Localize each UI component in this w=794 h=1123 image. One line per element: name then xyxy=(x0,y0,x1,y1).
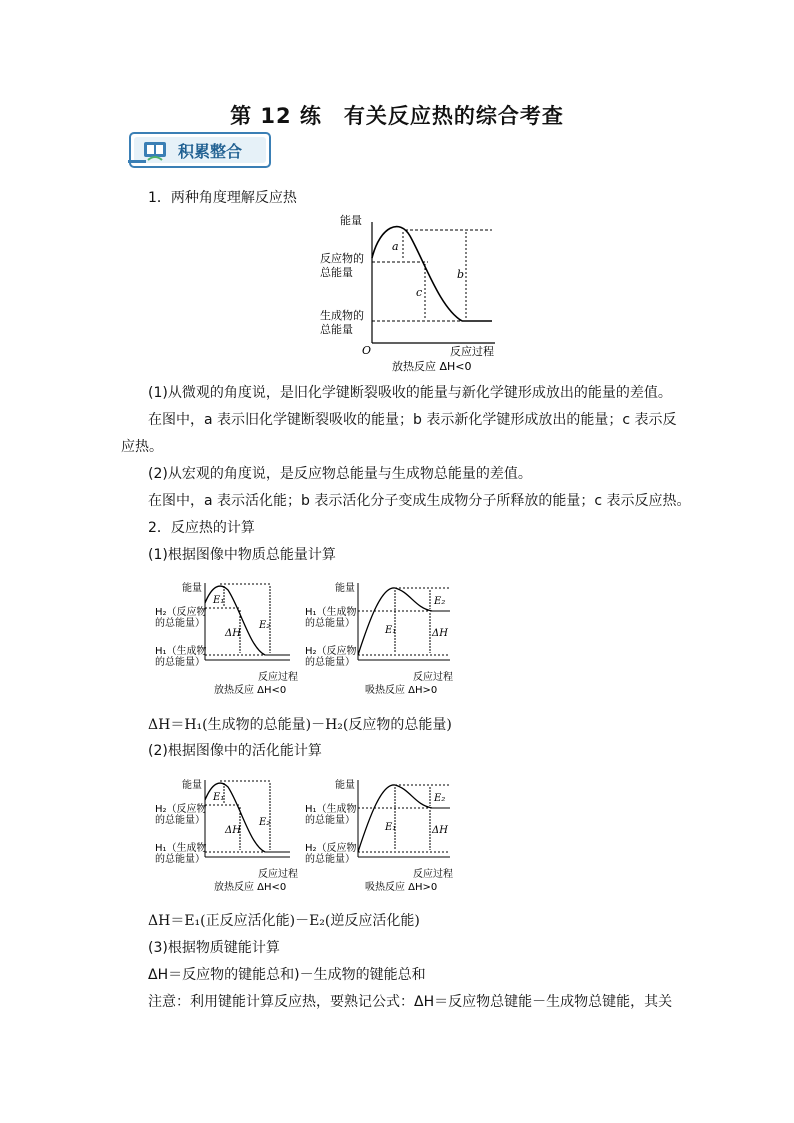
subheading-activation-energy: (2)根据图像中的活化能计算 xyxy=(148,743,322,759)
svg-text:c: c xyxy=(416,286,423,299)
section1-heading: 1．两种角度理解反应热 xyxy=(148,190,297,206)
energy-curve xyxy=(372,227,465,321)
svg-text:E₁: E₁ xyxy=(385,822,397,833)
svg-text:吸热反应 ΔH>0: 吸热反应 ΔH>0 xyxy=(365,685,438,696)
svg-text:E₂: E₂ xyxy=(434,596,446,607)
formula-bond-energy: ΔH＝反应物的键能总和)－生成物的键能总和 xyxy=(148,967,426,983)
svg-text:能量: 能量 xyxy=(182,780,202,791)
page-title: 第 12 练 有关反应热的综合考查 xyxy=(230,104,564,128)
svg-text:总能量: 总能量 xyxy=(320,266,353,279)
svg-text:反应过程: 反应过程 xyxy=(413,869,453,880)
svg-text:反应物的: 反应物的 xyxy=(320,252,364,265)
svg-text:E₂: E₂ xyxy=(259,620,271,631)
svg-text:E₁: E₁ xyxy=(213,792,225,803)
svg-text:的总能量）: 的总能量） xyxy=(305,657,355,668)
formula-activation-energy: ΔH＝E₁(正反应活化能)－E₂(逆反应活化能) xyxy=(148,913,420,929)
svg-text:E₁: E₁ xyxy=(385,625,397,636)
svg-text:的总能量）: 的总能量） xyxy=(305,854,355,865)
svg-text:的总能量）: 的总能量） xyxy=(155,618,205,629)
y-axis-label: 能量 xyxy=(340,214,362,227)
svg-text:H₁（生成物: H₁（生成物 xyxy=(305,607,357,618)
subheading-bond-energy: (3)根据物质键能计算 xyxy=(148,940,280,956)
svg-text:ΔH: ΔH xyxy=(225,825,241,836)
subheading-total-energy: (1)根据图像中物质总能量计算 xyxy=(148,547,336,563)
svg-text:H₂（反应物: H₂（反应物 xyxy=(305,646,357,657)
svg-text:反应过程: 反应过程 xyxy=(413,672,453,683)
svg-text:能量: 能量 xyxy=(182,583,202,594)
svg-text:a: a xyxy=(392,240,399,253)
svg-text:E₂: E₂ xyxy=(259,817,271,828)
svg-text:H₁（生成物: H₁（生成物 xyxy=(155,646,207,657)
energy-diagram-pair-2 xyxy=(150,775,460,900)
svg-text:的总能量）: 的总能量） xyxy=(305,815,355,826)
svg-text:ΔH: ΔH xyxy=(225,628,241,639)
svg-text:总能量: 总能量 xyxy=(320,323,353,336)
svg-text:ΔH: ΔH xyxy=(432,628,448,639)
paragraph-macro-detail: 在图中，a 表示活化能；b 表示活化分子变成生成物分子所释放的能量；c 表示反应热。 xyxy=(148,493,691,509)
svg-text:的总能量）: 的总能量） xyxy=(155,657,205,668)
svg-text:放热反应 ΔH<0: 放热反应 ΔH<0 xyxy=(214,882,287,893)
svg-text:反应过程: 反应过程 xyxy=(258,672,298,683)
svg-text:O: O xyxy=(362,344,372,357)
svg-text:能量: 能量 xyxy=(335,780,355,791)
svg-text:H₁（生成物: H₁（生成物 xyxy=(155,843,207,854)
svg-text:放热反应 ΔH<0: 放热反应 ΔH<0 xyxy=(392,360,472,373)
svg-text:吸热反应 ΔH>0: 吸热反应 ΔH>0 xyxy=(365,882,438,893)
svg-text:H₁（生成物: H₁（生成物 xyxy=(305,804,357,815)
svg-text:b: b xyxy=(457,268,465,281)
section-banner xyxy=(128,130,273,170)
paragraph-micro: (1)从微观的角度说，是旧化学键断裂吸收的能量与新化学键形成放出的能量的差值。 xyxy=(148,385,672,401)
energy-diagram-pair-1 xyxy=(150,578,460,703)
svg-text:生成物的: 生成物的 xyxy=(320,309,364,322)
note-paragraph: 注意：利用键能计算反应热，要熟记公式：ΔH＝反应物总键能－生成物总键能，其关 xyxy=(148,994,673,1010)
svg-text:的总能量）: 的总能量） xyxy=(155,854,205,865)
svg-text:的总能量）: 的总能量） xyxy=(155,815,205,826)
paragraph-macro: (2)从宏观的角度说，是反应物总能量与生成物总能量的差值。 xyxy=(148,466,532,482)
svg-text:ΔH: ΔH xyxy=(432,825,448,836)
svg-text:H₂（反应物: H₂（反应物 xyxy=(155,804,207,815)
section2-heading: 2．反应热的计算 xyxy=(148,520,255,536)
svg-text:能量: 能量 xyxy=(335,583,355,594)
paragraph-micro-detail-cont: 应热。 xyxy=(121,439,163,455)
formula-total-energy: ΔH＝H₁(生成物的总能量)－H₂(反应物的总能量) xyxy=(148,717,452,733)
exothermic-energy-diagram xyxy=(300,208,520,378)
svg-text:H₂（反应物: H₂（反应物 xyxy=(155,607,207,618)
svg-text:的总能量）: 的总能量） xyxy=(305,618,355,629)
svg-text:E₂: E₂ xyxy=(434,793,446,804)
svg-text:反应过程: 反应过程 xyxy=(450,345,494,358)
svg-text:H₂（反应物: H₂（反应物 xyxy=(305,843,357,854)
paragraph-micro-detail: 在图中，a 表示旧化学键断裂吸收的能量；b 表示新化学键形成放出的能量；c 表示反 xyxy=(148,412,677,428)
svg-text:放热反应 ΔH<0: 放热反应 ΔH<0 xyxy=(214,685,287,696)
svg-text:E₁: E₁ xyxy=(213,595,225,606)
banner-label: 积累整合 xyxy=(178,142,243,161)
svg-text:反应过程: 反应过程 xyxy=(258,869,298,880)
